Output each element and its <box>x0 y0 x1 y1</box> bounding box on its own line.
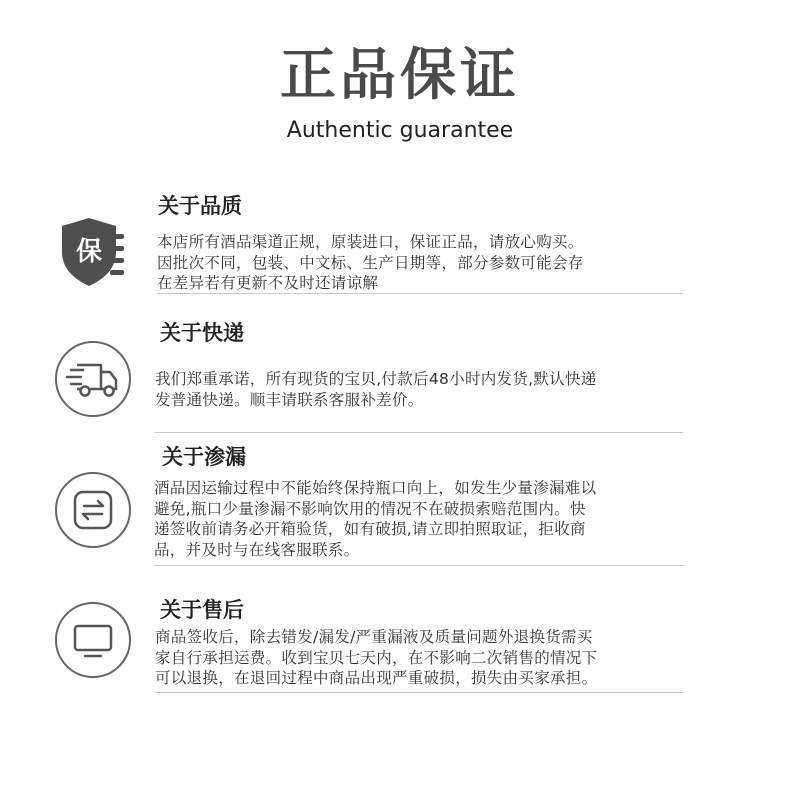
page-title: 正品保证 <box>280 43 520 108</box>
section-body-after-sales <box>155 627 695 689</box>
section-body-leakage <box>154 478 694 560</box>
section-title-leakage: 关于渗漏 <box>162 445 246 469</box>
body-line: 酒品因运输过程中不能始终保持瓶口向上，如发生少量渗漏难以 <box>154 479 597 497</box>
section-divider <box>154 565 684 566</box>
body-line: 本店所有酒品渠道正规，原装进口，保证正品，请放心购买。 <box>157 233 584 251</box>
section-title-after-sales: 关于售后 <box>160 598 244 622</box>
svg-text:保: 保 <box>75 237 103 267</box>
section-divider <box>157 293 683 294</box>
section-title-quality: 关于品质 <box>158 194 242 218</box>
section-body-quality <box>157 232 697 294</box>
page-subtitle: Authentic guarantee <box>286 118 514 143</box>
exchange-arrows-icon <box>53 470 133 550</box>
body-line: 可以退换，在退回过程中商品出现严重破损，损失由买家承担。 <box>155 669 598 687</box>
section-divider <box>155 432 683 433</box>
body-line: 家自行承担运费。收到宝贝七天内，在不影响二次销售的情况下 <box>155 648 598 667</box>
delivery-truck-icon <box>53 339 133 419</box>
body-line: 避免,瓶口少量渗漏不影响饮用的情况不在破损索赔范围内。快 <box>154 499 586 518</box>
body-line: 因批次不同，包装、中文标、生产日期等，部分参数可能会存 <box>157 253 584 272</box>
shield-bao-icon <box>56 214 136 294</box>
body-line: 递签收前请务必开箱验货，如有破损,请立即拍照取证，拒收商 <box>154 520 586 538</box>
body-line: 商品签收后，除去错发/漏发/严重漏液及质量问题外退换货需买 <box>155 628 593 646</box>
body-line: 品，并及时与在线客服联系。 <box>154 540 360 559</box>
section-divider <box>155 692 683 693</box>
section-body-delivery <box>155 369 695 410</box>
body-line: 在差异若有更新不及时还请谅解 <box>157 274 379 292</box>
body-line: 发普通快递。顺丰请联系客服补差价。 <box>155 390 424 409</box>
section-title-delivery: 关于快递 <box>160 321 244 345</box>
monitor-icon <box>53 600 133 680</box>
body-line: 我们郑重承诺，所有现货的宝贝,付款后48小时内发货,默认快递 <box>155 370 597 388</box>
